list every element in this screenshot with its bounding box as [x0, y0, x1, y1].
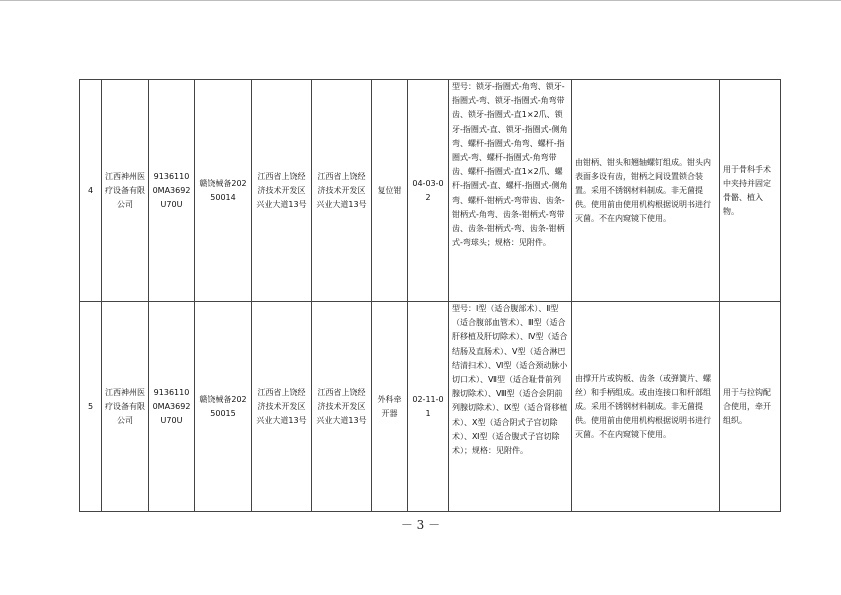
table-row — [80, 80, 781, 302]
company-name: 江西神州医疗设备有限公司 — [102, 302, 149, 512]
top-rule — [0, 0, 841, 1]
registered-address: 江西省上饶经济技术开发区兴业大道13号 — [252, 80, 312, 302]
category-code: 02-11-01 — [408, 302, 449, 512]
registered-address: 江西省上饶经济技术开发区兴业大道13号 — [252, 302, 312, 512]
intended-use: 用于与拉钩配合使用，牵开组织。 — [720, 302, 781, 512]
row-number: 4 — [80, 80, 102, 302]
category-code: 04-03-02 — [408, 80, 449, 302]
model-spec: 型号：锁牙-指圈式-角弯、锁牙-指圈式-弯、锁牙-指圈式-角弯带齿、锁牙-指圈式-直1×2爪、锁牙-指圈式-直、锁牙-指圈式-侧角弯、螺杆-指圈式-角弯、螺杆-指圈式-弯、螺杆-指圈式-角弯带齿、螺杆-指圈式-直1×2爪、螺杆-指圈式-直、螺杆-指圈式-侧角弯、螺杆-钳柄式-弯带齿、齿条-钳柄式-角弯、齿条-钳柄式-弯带齿、齿条-钳柄式-弯、齿条-钳柄式-弯球头；规格：见附件。 — [449, 80, 572, 302]
production-address: 江西省上饶经济技术开发区兴业大道13号 — [312, 80, 372, 302]
credit-code: 91361100MA3692U70U — [149, 80, 195, 302]
product-name: 外科牵开器 — [372, 302, 408, 512]
page-number: － 3 － — [400, 518, 441, 532]
product-description: 由钳柄、钳头和翘轴螺钉组成。钳头内表面多设有齿，钳柄之间设置锁合装置。采用不锈钢材料制成。非无菌提供。使用前由使用机构根据说明书进行灭菌。不在内窥镜下使用。 — [572, 80, 720, 302]
company-name: 江西神州医疗设备有限公司 — [102, 80, 149, 302]
product-description: 由撑开片或钩板、齿条（或弹簧片、螺丝）和手柄组成。或由连接口和杆部组成。采用不锈钢材料制成。非无菌提供。使用前由使用机构根据说明书进行灭菌。不在内窥镜下使用。 — [572, 302, 720, 512]
record-number: 赣饶械备20250015 — [195, 302, 252, 512]
table-row — [80, 302, 781, 512]
product-name: 复位钳 — [372, 80, 408, 302]
production-address: 江西省上饶经济技术开发区兴业大道13号 — [312, 302, 372, 512]
row-number: 5 — [80, 302, 102, 512]
registration-table — [79, 79, 781, 512]
credit-code: 91361100MA3692U70U — [149, 302, 195, 512]
record-number: 赣饶械备20250014 — [195, 80, 252, 302]
intended-use: 用于骨科手术中夹持并固定骨骼、植入物。 — [720, 80, 781, 302]
model-spec: 型号：Ⅰ型（适合腹部术）、Ⅱ型（适合腹部血管术）、Ⅲ型（适合肝移植及肝切除术）、Ⅳ型（适合结肠及直肠术）、Ⅴ型（适合淋巴结清扫术）、Ⅵ型（适合颈动脉小切口术）、Ⅶ型（适合耻骨前列腺切除术）、Ⅷ型（适合会阴前列腺切除术）、Ⅸ型（适合肾移植术）、Ⅹ型（适合阴式子宫切除术）、Ⅺ型（适合腹式子宫切除术）；规格：见附件。 — [449, 302, 572, 512]
